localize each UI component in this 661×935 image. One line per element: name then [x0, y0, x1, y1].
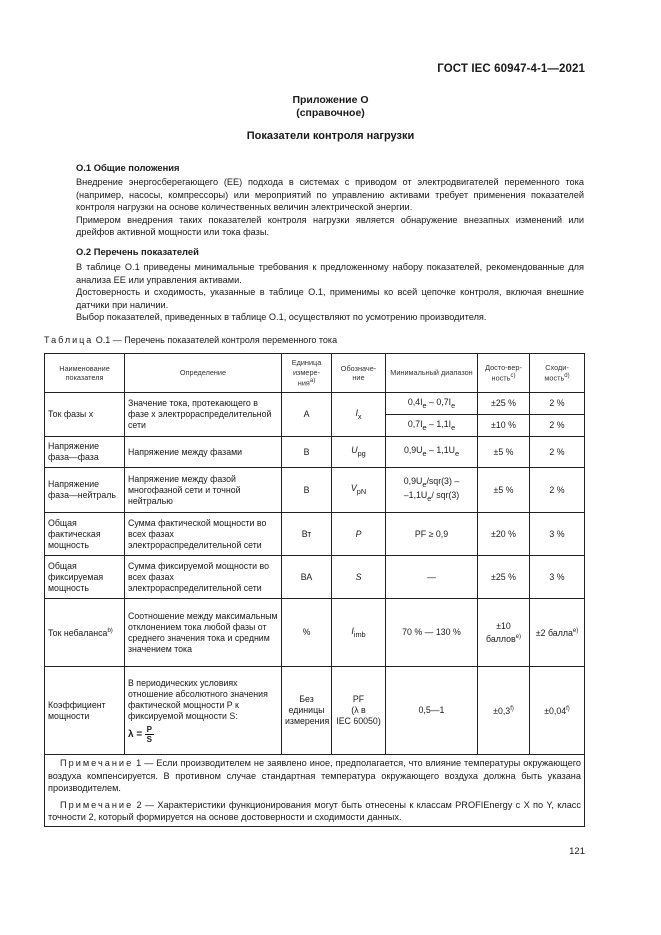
section-2-title: О.2 Перечень показателей — [76, 246, 199, 257]
row-1-range-a — [386, 393, 478, 415]
header-symbol: Обозначе-ние — [332, 354, 386, 393]
row-2-symbol — [332, 437, 386, 468]
table-header-row — [45, 354, 585, 393]
section-1-title: О.1 Общие положения — [76, 162, 180, 173]
table-notes — [45, 755, 585, 827]
row-3-range-l2-sub: е — [427, 493, 432, 503]
header-unit-sup: a) — [309, 378, 316, 385]
row-1-range-b-part2: – 1,1I — [426, 418, 452, 429]
section-2-paragraph-2: Достоверность и сходимость, указанные в таблице О.1, применимы ко всей цепочке контроля, включая внешние датчики при наличии. — [76, 287, 584, 310]
row-7-symbol — [332, 667, 386, 755]
row-1-accuracy-b: ±10 % — [478, 415, 530, 437]
row-2-symbol-sub: pg — [357, 448, 366, 458]
row-3-range-l1-a: 0,9U — [403, 476, 423, 487]
row-3-symbol — [332, 468, 386, 513]
row-2-convergence: 2 % — [530, 437, 585, 468]
note-2-label: Примечание — [60, 799, 134, 810]
row-4-definition: Сумма фактической мощности во всех фазах электрораспределительной сети — [125, 513, 282, 556]
header-accuracy-sup: c) — [510, 373, 516, 380]
header-unit — [282, 354, 332, 393]
formula-numerator: P — [146, 724, 152, 734]
row-1-range-b-part1: 0,7I — [407, 418, 423, 429]
row-5-unit: ВА — [282, 556, 332, 599]
row-6-convergence-sup: e) — [572, 628, 579, 635]
table-notes-row — [45, 755, 585, 827]
formula-lambda: λ = — [128, 728, 143, 740]
row-7-definition-text: В периодических условиях отношение абсолютного значения фактической мощности P к фиксируемой мощности S: — [128, 677, 268, 721]
header-accuracy-text: Досто-вер-ность — [485, 362, 522, 383]
section-1-paragraph-2: Примером внедрения таких показателей контроля нагрузки является обнаружение внезапных изменений или дрейфов активной мощности или тока фазы. — [76, 214, 584, 238]
row-5-convergence: 3 % — [530, 556, 585, 599]
note-1 — [48, 757, 581, 795]
row-2-unit: В — [282, 437, 332, 468]
row-3-range — [386, 468, 478, 513]
standard-number: ГОСТ IEC 60947-4-1—2021 — [437, 63, 585, 75]
row-1-symbol — [332, 393, 386, 437]
section-2-paragraph-3: Выбор показателей, приведенных в таблице О.1, осуществляют по усмотрению производителя. — [76, 312, 487, 323]
row-7-name: Коэффициент мощности — [45, 667, 125, 755]
row-2-range-sub2: е — [454, 448, 460, 458]
row-4-convergence: 3 % — [530, 513, 585, 556]
row-6-accuracy — [478, 599, 530, 667]
section-2-paragraph-1: В таблице О.1 приведены минимальные требования к предложенному набору показателей, рекомендованные для анализа EE или управления активами. — [76, 262, 584, 285]
annex-heading: Показатели контроля нагрузки — [246, 130, 415, 142]
row-1-range-b — [386, 415, 478, 437]
row-6-accuracy-text: ±10 баллов — [485, 620, 516, 644]
row-3-range-line1 — [403, 476, 460, 489]
row-5-symbol-main: S — [355, 571, 362, 582]
note-1-text: 1 — Если производителем не заявлено иное, предполагается, что влияние температуры окружающего воздуха компенсируется. В противном случае стандартная температура окружающего воздуха должна быть указана производителем. — [48, 758, 581, 794]
row-5-definition: Сумма фиксируемой мощности во всех фазах электрораспределительной сети — [125, 556, 282, 599]
row-6-definition: Соотношение между максимальным отклонением тока любой фазы от среднего значения тока и средним значением тока — [125, 599, 282, 667]
row-2-accuracy: ±5 % — [478, 437, 530, 468]
row-5-name: Общая фиксируемая мощность — [45, 556, 125, 599]
row-1-unit: А — [282, 393, 332, 437]
row-2-definition: Напряжение между фазами — [125, 437, 282, 468]
section-1-paragraph-1: Внедрение энергосберегающего (EE) подхода в системах с приводом от электродвигателей переменного тока (например, насосы, компрессоры) или мероприятий по управлению активами требует применения показателей контроля нагрузки на основе количественных величин электрической энергии. — [76, 177, 584, 213]
row-7-range: 0,5—1 — [386, 667, 478, 755]
row-5-symbol — [332, 556, 386, 599]
row-6-symbol-sub: imb — [353, 629, 366, 639]
row-2-range-part1: 0,9U — [403, 445, 423, 456]
power-factor-formula — [128, 725, 154, 744]
row-6-accuracy-sup: e) — [515, 633, 521, 640]
row-6-symbol — [332, 599, 386, 667]
table-row — [45, 513, 585, 556]
header-accuracy — [478, 354, 530, 393]
row-7-convergence-sup: f) — [566, 706, 570, 713]
header-unit-text: Единица измере-ния — [291, 358, 322, 388]
row-7-accuracy — [478, 667, 530, 755]
annex-subtitle: (справочное) — [296, 107, 365, 119]
header-convergence-text: Сходи-мость — [544, 362, 569, 383]
row-1-convergence-a: 2 % — [530, 393, 585, 415]
table-row — [45, 599, 585, 667]
header-name: Наименование показателя — [45, 354, 125, 393]
section-1-body — [62, 176, 584, 239]
row-3-convergence: 2 % — [530, 468, 585, 513]
row-4-accuracy: ±20 % — [478, 513, 530, 556]
row-6-convergence-text: ±2 балла — [535, 627, 573, 638]
row-3-range-l2-a: –1,1U — [403, 490, 428, 500]
note-2-text: 2 — Характеристики функционирования могут быть отнесены к классам PROFIEnergy с X по Y, класс точности 2, который формируется на основе достоверности и сходимости данных. — [48, 799, 581, 823]
header-range: Минимальный диапазон — [386, 354, 478, 393]
page-number: 121 — [569, 846, 585, 857]
row-1-name: Ток фазы x — [45, 393, 125, 437]
row-3-definition: Напряжение между фазой многофазной сети и точной нейтралью — [125, 468, 282, 513]
row-4-range: PF ≥ 0,9 — [386, 513, 478, 556]
section-2-body — [62, 261, 584, 324]
row-3-range-l1-b: /sqr(3) – — [426, 476, 460, 487]
row-3-name: Напряжение фаза—нейтраль — [45, 468, 125, 513]
row-3-range-line2 — [403, 490, 460, 503]
row-6-name-sup: b) — [107, 628, 113, 635]
row-3-unit: В — [282, 468, 332, 513]
table-caption-label: Таблица — [44, 335, 94, 345]
row-6-name — [45, 599, 125, 667]
row-4-symbol — [332, 513, 386, 556]
row-2-range-part2: – 1,1U — [426, 445, 455, 456]
formula-denominator: S — [146, 734, 152, 744]
row-2-range — [386, 437, 478, 468]
table-row — [45, 556, 585, 599]
row-4-unit: Вт — [282, 513, 332, 556]
indicators-table — [44, 353, 585, 827]
row-4-symbol-main: P — [355, 528, 362, 539]
row-7-unit: Без единицы измерения — [282, 667, 332, 755]
row-1-convergence-b: 2 % — [530, 415, 585, 437]
header-definition: Определение — [125, 354, 282, 393]
row-3-range-l1-sub: е — [422, 480, 427, 489]
table-row — [45, 667, 585, 755]
row-3-range-l2-b: / sqr(3) — [431, 490, 460, 500]
row-1-range-a-part1: 0,4I — [407, 396, 423, 407]
row-7-convergence — [530, 667, 585, 755]
row-3-symbol-sub: pN — [356, 486, 367, 496]
row-3-symbol-main: V — [350, 483, 357, 494]
header-convergence-sup: d) — [564, 373, 570, 380]
annex-title: Приложение О — [292, 94, 369, 106]
table-caption — [44, 335, 337, 345]
row-6-name-text: Ток небаланса — [48, 627, 108, 638]
row-7-accuracy-sup: f) — [510, 706, 514, 713]
table-row — [45, 393, 585, 415]
row-1-range-a-sub1: е — [422, 400, 427, 410]
row-2-range-sub1: е — [422, 448, 427, 458]
header-convergence — [530, 354, 585, 393]
row-7-accuracy-text: ±0,3 — [493, 705, 511, 716]
row-1-range-b-sub2: е — [451, 422, 456, 432]
row-5-range: — — [386, 556, 478, 599]
row-7-symbol-line2: (λ в — [351, 705, 366, 715]
row-1-range-b-sub1: е — [422, 422, 427, 432]
row-2-symbol-main: U — [351, 445, 358, 456]
row-2-name: Напряжение фаза—фаза — [45, 437, 125, 468]
row-6-convergence — [530, 599, 585, 667]
row-4-name: Общая фактическая мощность — [45, 513, 125, 556]
row-5-accuracy: ±25 % — [478, 556, 530, 599]
table-row — [45, 437, 585, 468]
table-caption-text: О.1 — Перечень показателей контроля переменного тока — [93, 335, 338, 345]
row-1-accuracy-a: ±25 % — [478, 393, 530, 415]
row-7-symbol-line1: PF — [352, 694, 365, 704]
row-1-definition: Значение тока, протекающего в фазе x электрораспределительной сети — [125, 393, 282, 437]
row-6-symbol-main: I — [351, 625, 354, 636]
row-1-range-a-part2: – 0,7I — [426, 396, 452, 407]
table-row — [45, 468, 585, 513]
note-2 — [48, 799, 581, 824]
row-6-range: 70 % — 130 % — [386, 599, 478, 667]
row-1-range-a-sub2: е — [451, 400, 456, 410]
row-1-symbol-sub: x — [357, 411, 362, 421]
formula-fraction — [145, 725, 154, 744]
row-6-unit: % — [282, 599, 332, 667]
note-1-label: Примечание — [60, 758, 134, 768]
row-7-convergence-text: ±0,04 — [544, 705, 567, 716]
row-3-accuracy: ±5 % — [478, 468, 530, 513]
row-7-symbol-line3: IEC 60050) — [336, 716, 381, 726]
row-7-definition — [125, 667, 282, 755]
row-1-symbol-main: I — [355, 407, 358, 418]
